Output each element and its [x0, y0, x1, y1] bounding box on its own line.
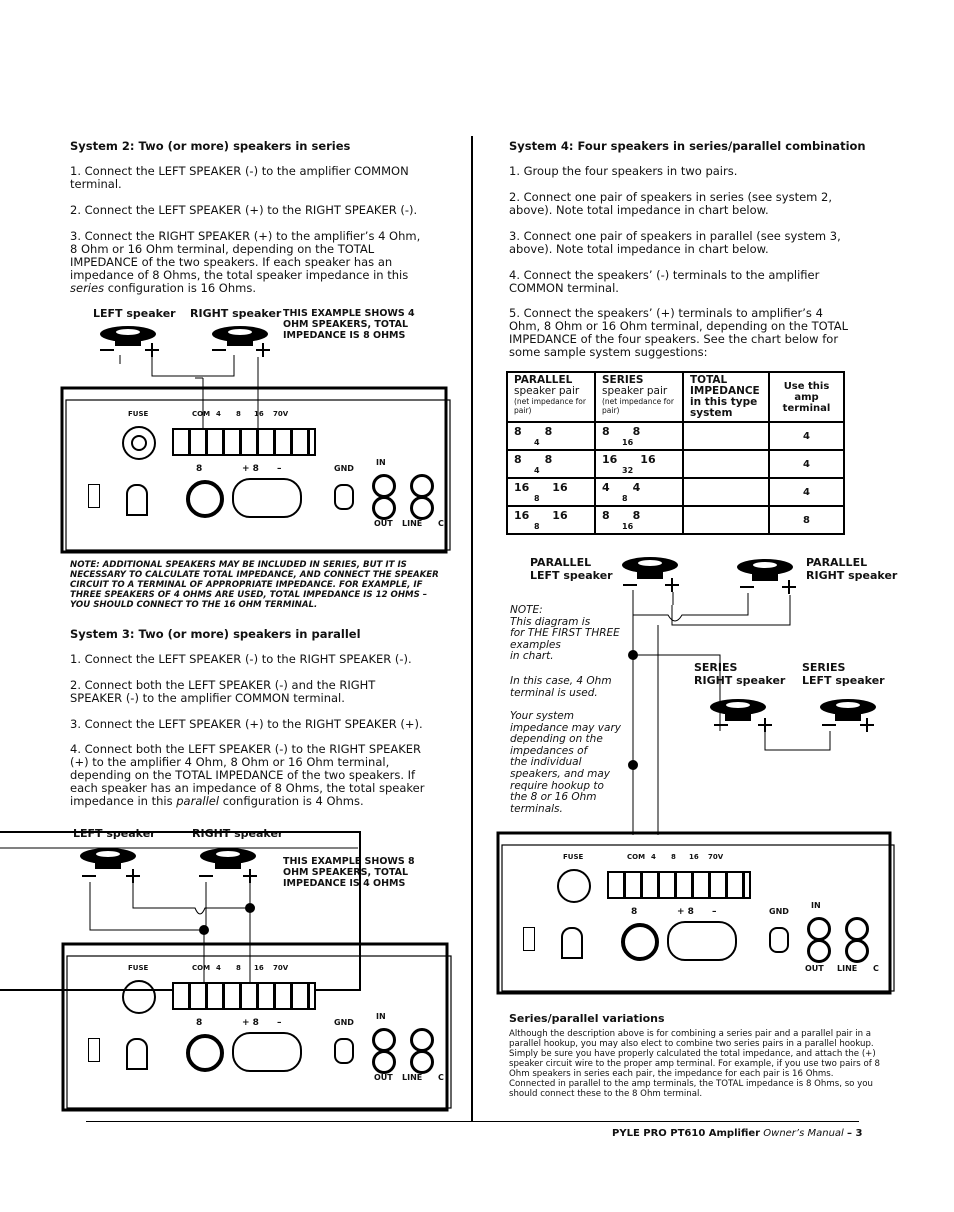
- rca-jack-icon: [845, 939, 869, 963]
- rca-jack-icon: [410, 1028, 434, 1052]
- rca-jack-icon: [807, 939, 831, 963]
- t16-label: 16: [689, 853, 699, 861]
- parallel-left-speaker-icon: [622, 557, 679, 592]
- plus8-label: + 8: [242, 1018, 259, 1028]
- rca-jack-icon: [410, 496, 434, 520]
- power-cord-icon: [126, 484, 148, 516]
- header-parallel: PARALLEL speaker pair (net impedance for pair): [507, 372, 595, 422]
- gnd-post-icon: [334, 484, 354, 510]
- system3-step4: 4. Connect both the LEFT SPEAKER (-) to the RIGHT SPEAKER (+) to the amplifier 4 Ohm, 8 Ohm or 16 Ohm terminal, depending on the TOTAL IMPEDANCE of the two speakers. If each speaker has an impedance of 8 Ohms, the total speaker impedance in this parallel configuration is 4 Ohms.: [70, 742, 425, 808]
- t4-label: 4: [216, 964, 221, 972]
- minus-label: –: [277, 1018, 282, 1028]
- sys3-left-speaker-label: LEFT speaker: [73, 827, 156, 840]
- line-label: LINE: [402, 1073, 423, 1082]
- system4-step1: 1. Group the four speakers in two pairs.: [509, 164, 738, 178]
- variations-body: Although the description above is for combining a series pair and a parallel pair in a parallel hookup, you may also elect to combine two series pairs in a parallel hookup. Simply be sure you have properly calculated the total impedance, and attach the (+) speaker circuit wire to the proper amp terminal. For example, if you use two pairs of 8 Ohm speakers in series each pair, the impedance for each pair is 16 Ohms. Connected in parallel to the amp terminals, the TOTAL impedance is 8 Ohms, so you should connect these to the 8 Ohm terminal.: [509, 1029, 880, 1099]
- system3-heading: System 3: Two (or more) speakers in parallel: [70, 627, 361, 641]
- table-row: 16 16 8 8 8 16 8: [507, 506, 844, 534]
- system2-note: NOTE: ADDITIONAL SPEAKERS MAY BE INCLUDED IN SERIES, BUT IT IS NECESSARY TO CALCULATE TOTAL IMPEDANCE, AND CONNECT THE SPEAKER CIRCUIT TO A TERMINAL OF APPROPRIATE IMPEDANCE. FOR EXAMPLE, IF THREE SPEAKERS OF 4 OHMS ARE USED, TOTAL IMPEDANCE IS 12 OHMS – YOU SHOULD CONNECT TO THE 16 OHM TERMINAL.: [70, 560, 439, 610]
- sys2-example-caption: THIS EXAMPLE SHOWS 4 OHM SPEAKERS, TOTAL IMPEDANCE IS 8 OHMS: [283, 308, 415, 341]
- sys3-left-speaker-icon: [80, 848, 140, 883]
- out-label: OUT: [374, 519, 393, 528]
- system2-step3: 3. Connect the RIGHT SPEAKER (+) to the amplifier’s 4 Ohm, 8 Ohm or 16 Ohm terminal, depending on the TOTAL IMPEDANCE of the two speakers. If each speaker has an impedance of 8 Ohms, the total speaker impedance in this series configuration is 16 Ohms.: [70, 229, 421, 295]
- rca-jack-icon: [372, 1028, 396, 1052]
- system3-step2: 2. Connect both the LEFT SPEAKER (-) and the RIGHT SPEAKER (-) to the amplifier COMMON terminal.: [70, 678, 376, 705]
- fuse-icon: [557, 869, 591, 903]
- t70v-label: 70V: [273, 410, 289, 418]
- system4-heading: System 4: Four speakers in series/parallel combination: [509, 139, 866, 153]
- plus8-label: + 8: [677, 907, 694, 917]
- system4-step3: 3. Connect one pair of speakers in parallel (see system 3, above). Note total impedance in chart below.: [509, 229, 841, 256]
- rca-jack-icon: [372, 1050, 396, 1074]
- terminal-strip: [172, 982, 316, 1010]
- header-total-impedance: TOTAL IMPEDANCE in this type system: [683, 372, 769, 422]
- line-label: LINE: [837, 964, 858, 973]
- system2-step1: 1. Connect the LEFT SPEAKER (-) to the amplifier COMMON terminal.: [70, 164, 409, 191]
- output-jack-icon: [186, 480, 224, 518]
- com-terminal-label: COM: [627, 853, 646, 861]
- terminal-strip: [607, 871, 751, 899]
- series-right-speaker-label: SERIES RIGHT speaker: [694, 661, 786, 687]
- terminal-strip: [172, 428, 316, 456]
- footer: PYLE PRO PT610 Amplifier Owner’s Manual – 3: [612, 1128, 863, 1139]
- t4-label: 4: [216, 410, 221, 418]
- power-cord-icon: [126, 1038, 148, 1070]
- voltage-switch-icon: [88, 1038, 100, 1062]
- t70v-label: 70V: [708, 853, 724, 861]
- system2-step2: 2. Connect the LEFT SPEAKER (+) to the RIGHT SPEAKER (-).: [70, 203, 418, 217]
- out8-label: 8: [196, 464, 203, 474]
- diagram-note-1: NOTE: This diagram is for THE FIRST THREE examples in chart.: [510, 604, 620, 663]
- gnd-label: GND: [334, 1018, 354, 1027]
- power-cord-icon: [561, 927, 583, 959]
- gnd-label: GND: [334, 464, 354, 473]
- plus8-label: + 8: [242, 464, 259, 474]
- minus-label: –: [277, 464, 282, 474]
- sys3-example-caption: THIS EXAMPLE SHOWS 8 OHM SPEAKERS, TOTAL IMPEDANCE IS 4 OHMS: [283, 856, 415, 889]
- impedance-chart-table: [506, 371, 845, 535]
- out8-label: 8: [196, 1018, 203, 1028]
- t16-label: 16: [254, 964, 264, 972]
- fuse-icon: [122, 426, 156, 460]
- rca-jack-icon: [410, 474, 434, 498]
- variations-heading: Series/parallel variations: [509, 1012, 665, 1025]
- fuse-label: FUSE: [563, 853, 584, 861]
- t70v-label: 70V: [273, 964, 289, 972]
- sys2-amp-panel: [66, 388, 446, 551]
- parallel-right-speaker-label: PARALLEL RIGHT speaker: [806, 556, 898, 582]
- fuse-label: FUSE: [128, 410, 149, 418]
- sys3-right-speaker-icon: [199, 848, 257, 883]
- in-label: IN: [376, 1012, 386, 1021]
- speakon-jack-icon: [232, 1032, 302, 1072]
- diagram-note-3: Your system impedance may vary depending on the impedances of the individual speakers, and may require hookup to the 8 or 16 Ohm terminals.: [510, 710, 621, 815]
- table-row: 8 8 4 16 16 32 4: [507, 450, 844, 478]
- com-terminal-label: COM: [192, 410, 211, 418]
- rca-jack-icon: [807, 917, 831, 941]
- sys2-left-speaker-label: LEFT speaker: [93, 307, 176, 320]
- speakon-jack-icon: [232, 478, 302, 518]
- series-left-speaker-label: SERIES LEFT speaker: [802, 661, 885, 687]
- output-jack-icon: [621, 923, 659, 961]
- com-terminal-label: COM: [192, 964, 211, 972]
- fuse-label: FUSE: [128, 964, 149, 972]
- header-use-terminal: Use this amp terminal: [769, 372, 844, 422]
- system2-heading: System 2: Two (or more) speakers in series: [70, 139, 351, 153]
- diagram-note-2: In this case, 4 Ohm terminal is used.: [510, 675, 612, 699]
- header-series: SERIES speaker pair (net impedance for pair): [595, 372, 683, 422]
- t8-label: 8: [236, 964, 241, 972]
- minus-label: –: [712, 907, 717, 917]
- voltage-switch-icon: [523, 927, 535, 951]
- gnd-post-icon: [769, 927, 789, 953]
- sys2-right-speaker-label: RIGHT speaker: [190, 307, 282, 320]
- parallel-right-speaker-icon: [737, 559, 796, 594]
- column-divider: [471, 136, 473, 1121]
- output-jack-icon: [186, 1034, 224, 1072]
- series-left-speaker-icon: [820, 699, 876, 732]
- out-label: OUT: [805, 964, 824, 973]
- t8-label: 8: [236, 410, 241, 418]
- gnd-post-icon: [334, 1038, 354, 1064]
- system3-step3: 3. Connect the LEFT SPEAKER (+) to the RIGHT SPEAKER (+).: [70, 717, 423, 731]
- table-header-row: [507, 372, 844, 422]
- table-row: 16 16 8 4 4 8 4: [507, 478, 844, 506]
- system3-step1: 1. Connect the LEFT SPEAKER (-) to the RIGHT SPEAKER (-).: [70, 652, 412, 666]
- out-label: OUT: [374, 1073, 393, 1082]
- system4-step2: 2. Connect one pair of speakers in series (see system 2, above). Note total impedance in chart below.: [509, 190, 833, 217]
- c-label: C: [873, 964, 879, 973]
- in-label: IN: [376, 458, 386, 467]
- sys4-amp-panel: [505, 833, 878, 991]
- fuse-icon: [122, 980, 156, 1014]
- rca-jack-icon: [372, 474, 396, 498]
- rca-jack-icon: [845, 917, 869, 941]
- voltage-switch-icon: [88, 484, 100, 508]
- speakon-jack-icon: [667, 921, 737, 961]
- footer-rule: [86, 1121, 859, 1122]
- c-label: C: [438, 519, 444, 528]
- sys2-left-speaker-icon: [100, 326, 159, 357]
- t8-label: 8: [671, 853, 676, 861]
- rca-jack-icon: [410, 1050, 434, 1074]
- gnd-label: GND: [769, 907, 789, 916]
- out8-label: 8: [631, 907, 638, 917]
- t16-label: 16: [254, 410, 264, 418]
- system4-step4: 4. Connect the speakers’ (-) terminals to the amplifier COMMON terminal.: [509, 268, 820, 295]
- table-row: 8 8 4 8 8 16 4: [507, 422, 844, 450]
- system4-step5: 5. Connect the speakers’ (+) terminals to amplifier’s 4 Ohm, 8 Ohm or 16 Ohm terminal, depending on the TOTAL IMPEDANCE of the four speakers. See the chart below for some sample system suggestions:: [509, 306, 849, 359]
- sys2-right-speaker-icon: [212, 326, 270, 357]
- c-label: C: [438, 1073, 444, 1082]
- parallel-left-speaker-label: PARALLEL LEFT speaker: [530, 556, 613, 582]
- series-right-speaker-icon: [710, 699, 772, 732]
- sys3-amp-panel: [66, 942, 446, 1102]
- in-label: IN: [811, 901, 821, 910]
- sys3-right-speaker-label: RIGHT speaker: [192, 827, 284, 840]
- t4-label: 4: [651, 853, 656, 861]
- line-label: LINE: [402, 519, 423, 528]
- rca-jack-icon: [372, 496, 396, 520]
